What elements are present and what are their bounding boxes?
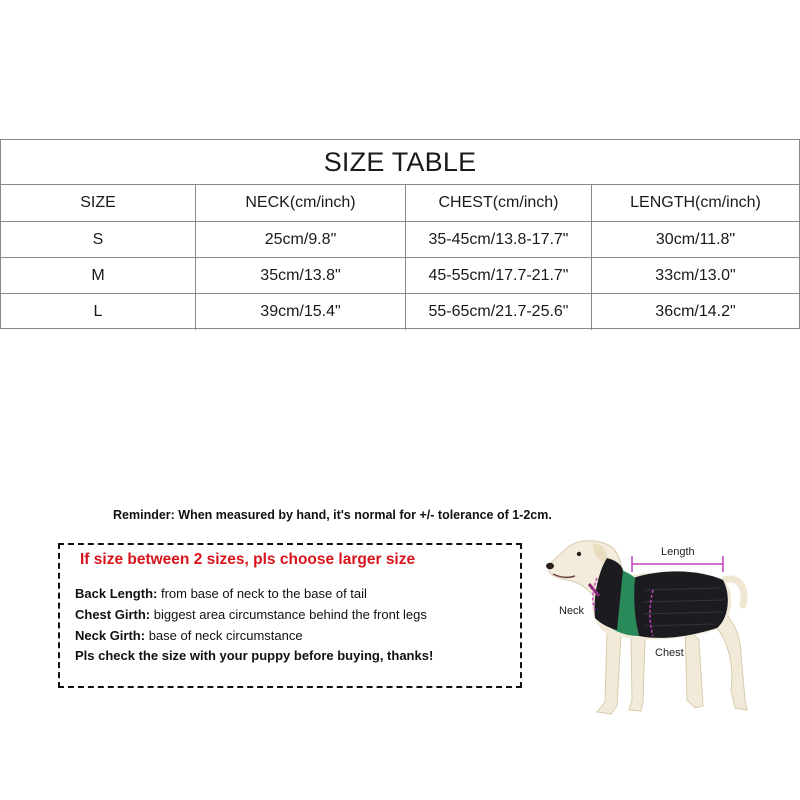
header-length: LENGTH(cm/inch) (630, 194, 761, 211)
dog-in-vest-illustration (535, 530, 765, 730)
table-cell: 33cm/13.0" (655, 266, 736, 284)
table-cell: 35-45cm/13.8-17.7" (406, 222, 592, 257)
table-header-row (1, 185, 799, 222)
dog-measurement-image (535, 530, 765, 730)
header-chest: CHEST(cm/inch) (406, 185, 592, 221)
chest-label: Chest (655, 647, 684, 659)
table-row (1, 258, 799, 294)
notice-lines (75, 584, 433, 667)
table-cell: 55-65cm/21.7-25.6" (406, 294, 592, 330)
header-neck: NECK(cm/inch) (196, 185, 406, 221)
neck-label: Neck (559, 605, 585, 617)
neck-girth-label: Neck Girth: (75, 627, 146, 643)
header-size: SIZE (1, 185, 196, 221)
length-label: Length (661, 546, 695, 558)
neck-girth-text: base of neck circumstance (145, 627, 303, 643)
table-cell: L (1, 294, 196, 330)
table-title: SIZE TABLE (1, 140, 799, 185)
table-cell: 39cm/15.4" (196, 294, 406, 330)
size-notice-box (58, 543, 522, 688)
chest-girth-label: Chest Girth: (75, 606, 151, 622)
table-cell: M (1, 258, 196, 293)
back-length-line (75, 584, 433, 605)
table-cell: 30cm/11.8" (655, 230, 736, 248)
table-cell: 35cm/13.8" (196, 258, 406, 293)
back-length-label: Back Length: (75, 586, 158, 601)
notice-title: If size between 2 sizes, pls choose larger size (80, 551, 416, 568)
neck-girth-line (75, 626, 433, 647)
chest-girth-text: biggest area circumstance behind the front legs (150, 606, 427, 622)
chest-girth-line (75, 605, 433, 626)
table-row (1, 222, 799, 258)
size-table (0, 139, 800, 329)
table-cell: 45-55cm/17.7-21.7" (406, 258, 592, 293)
table-cell: 25cm/9.8" (196, 222, 406, 257)
back-length-text: from base of neck to the base of tail (157, 586, 367, 601)
table-row (1, 294, 799, 330)
final-note-line (75, 646, 433, 667)
table-cell: S (1, 222, 196, 257)
table-cell: 36cm/14.2" (655, 303, 736, 320)
final-note: Pls check the size with your puppy before buying, thanks! (75, 648, 434, 664)
reminder-text: Reminder: When measured by hand, it's normal for +/- tolerance of 1-2cm. (113, 508, 552, 522)
